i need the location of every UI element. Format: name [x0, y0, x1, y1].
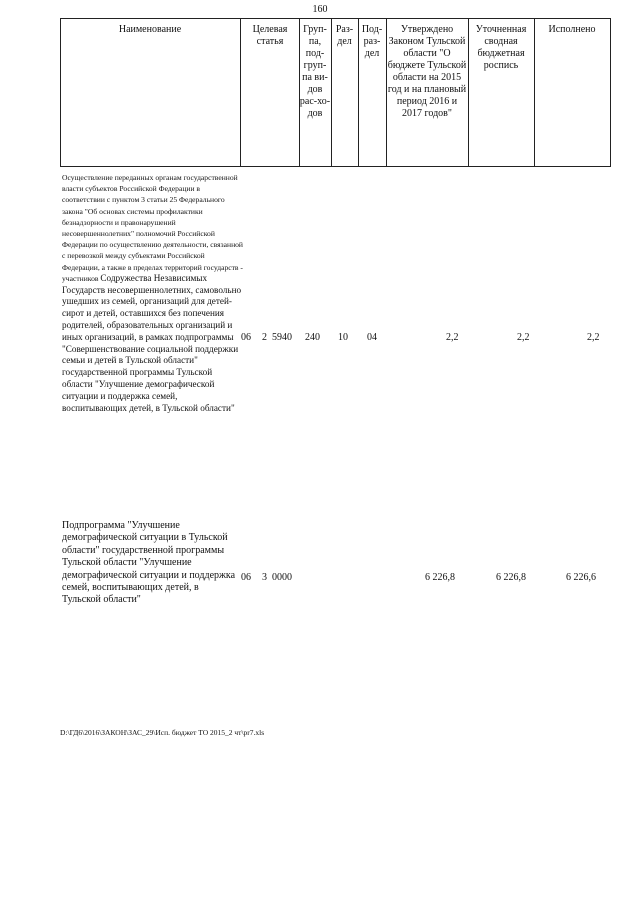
- page-number: 160: [312, 4, 328, 15]
- header-top-line: [60, 18, 611, 19]
- header-approved: Утверждено Законом Тульской области "О бюджете Тульской области на 2015 год и на плановый период 2016 и 2017 годов": [387, 24, 467, 119]
- file-path-footer: D:\ГД6\2016\ЗАКОН\ЗАС_29\Исп. бюджет ТО 2015_2 чт\pr7.xls: [60, 728, 265, 737]
- header-refined: Уточненная сводная бюджетная роспись: [475, 24, 527, 71]
- row-2-refined: 6 226,8: [496, 572, 526, 583]
- table-row-2-name: Подпрограмма "Улучшение демографической ситуации в Тульской области" государственной программы Тульской области "Улучшение демографической ситуации и поддержка семей, воспитывающих детей, в Тульской области": [62, 520, 236, 606]
- row-1-article-c: 5940: [272, 332, 292, 343]
- row-1-group: 240: [305, 332, 320, 343]
- row-2-article-b: 3: [262, 572, 267, 583]
- row-1-article-b: 2: [262, 332, 267, 343]
- row-2-approved: 6 226,8: [425, 572, 455, 583]
- header-group: Груп-па, под-груп-па ви-дов рас-хо-дов: [299, 24, 331, 119]
- header-section: Раз-дел: [335, 24, 354, 47]
- row-1-approved: 2,2: [446, 332, 459, 343]
- row-1-executed: 2,2: [587, 332, 600, 343]
- header-executed: Исполнено: [548, 24, 596, 35]
- row-1-subsection: 04: [367, 332, 377, 343]
- row-1-name-part1: Осуществление переданных органам государственной власти субъектов Российской Федерации в соответствии с пунктом 3 статьи 25 Федерального закона "Об основах системы профилактики безнадзорности и правонарушений несовершеннолетних" полномочий Российской Федерации по осуществлению деятельности, связанной с перевозкой между субъектами Российской Федерации, а также в пределах территорий государств - участников: [62, 173, 243, 283]
- row-2-article-c: 0000: [272, 572, 292, 583]
- row-2-executed: 6 226,6: [566, 572, 596, 583]
- row-1-name-part2: Содружества Независимых Государств несовершеннолетних, самовольно ушедших из семей, организаций для детей-сирот и детей, оставшихся без попечения родителей, образовательных организаций и иных организаций, в рамках подпрограммы "Совершенствование социальной поддержки семьи и детей в Тульской области" государственной программы Тульской области "Улучшение демографической ситуации и поддержка семей, воспитывающих детей, в Тульской области": [62, 272, 242, 413]
- col-divider: [60, 18, 61, 167]
- row-1-article-a: 06: [241, 332, 251, 343]
- header-target-article: Целевая статья: [252, 24, 288, 47]
- header-subsection: Под-раз-дел: [361, 24, 383, 59]
- table-row-1-name: [62, 172, 244, 414]
- header-name: Наименование: [118, 24, 182, 35]
- col-divider: [534, 18, 535, 167]
- row-2-article-a: 06: [241, 572, 251, 583]
- col-divider: [610, 18, 611, 167]
- header-bottom-line: [60, 166, 611, 167]
- row-1-refined: 2,2: [517, 332, 530, 343]
- row-1-section: 10: [338, 332, 348, 343]
